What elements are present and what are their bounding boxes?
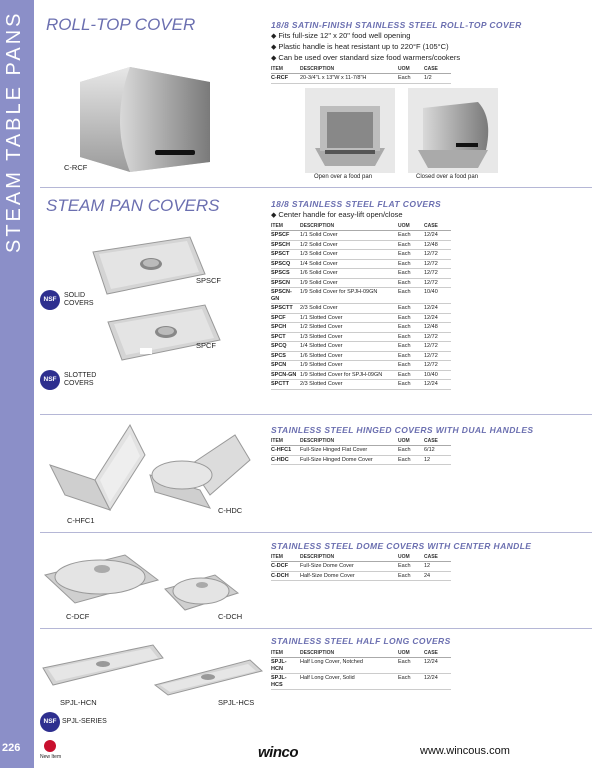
- cell-uom: Each: [398, 455, 424, 465]
- cell-case: 10/40: [424, 288, 451, 304]
- cell-case: 12/48: [424, 240, 451, 250]
- cell-item: SPSCF: [271, 231, 300, 241]
- slotted-cover-label: SPCF: [196, 341, 217, 350]
- table-header-row: [271, 650, 451, 658]
- table-header-row: [271, 223, 451, 231]
- winco-logo: winco: [258, 744, 299, 761]
- cell-desc: 1/6 Slotted Cover: [300, 351, 398, 361]
- cell-item: SPCQ: [271, 342, 300, 352]
- dome-rows: [271, 562, 451, 581]
- table-row: [271, 240, 451, 250]
- cell-item: SPCH: [271, 323, 300, 333]
- hinged-subtitle: STAINLESS STEEL HINGED COVERS WITH DUAL HANDLES: [271, 425, 534, 435]
- cell-uom: Each: [398, 313, 424, 323]
- cell-uom: Each: [398, 269, 424, 279]
- cell-case: 1/2: [424, 74, 451, 84]
- col-item: ITEM: [271, 223, 300, 231]
- table-row: [271, 562, 451, 572]
- cell-desc: 1/9 Slotted Cover: [300, 361, 398, 371]
- cell-item: C-DCF: [271, 562, 300, 572]
- cell-uom: Each: [398, 562, 424, 572]
- cell-item: C-RCF: [271, 74, 300, 84]
- cell-uom: Each: [398, 288, 424, 304]
- slotted-label-line: COVERS: [64, 380, 94, 387]
- bullet: ◆ Can be used over standard size food warmers/cookers: [271, 53, 460, 64]
- half-long-solid-label: SPJL-HCS: [218, 698, 255, 707]
- table-row: [271, 231, 451, 241]
- col-desc: DESCRIPTION: [300, 223, 398, 231]
- cell-uom: Each: [398, 231, 424, 241]
- cell-item: SPSCN: [271, 278, 300, 288]
- cell-desc: Half Long Cover, Solid: [300, 674, 398, 690]
- cell-case: 12/72: [424, 351, 451, 361]
- bullet: ◆ Plastic handle is heat resistant up to 220°F (105°C): [271, 42, 460, 53]
- col-desc: DESCRIPTION: [300, 438, 398, 446]
- table-row: [271, 446, 451, 456]
- table-row: [271, 259, 451, 269]
- slotted-covers-label: [64, 372, 96, 388]
- cell-desc: Full-Size Hinged Flat Cover: [300, 446, 398, 456]
- half-long-subtitle: STAINLESS STEEL HALF LONG COVERS: [271, 636, 451, 646]
- table-row: [271, 571, 451, 581]
- cell-desc: 2/3 Slotted Cover: [300, 380, 398, 390]
- hinged-rows: [271, 446, 451, 465]
- nsf-badge: NSF: [40, 370, 60, 390]
- col-case: CASE: [424, 650, 451, 658]
- half-long-table: [271, 650, 451, 690]
- solid-label-line: COVERS: [64, 300, 94, 307]
- hinged-dome-cover-image: [140, 430, 255, 510]
- col-desc: DESCRIPTION: [300, 650, 398, 658]
- col-desc: DESCRIPTION: [300, 554, 398, 562]
- col-case: CASE: [424, 438, 451, 446]
- cell-item: SPSCTT: [271, 304, 300, 314]
- cell-desc: 1/1 Solid Cover: [300, 231, 398, 241]
- table-row: [271, 361, 451, 371]
- cell-desc: Half Long Cover, Notched: [300, 658, 398, 674]
- cell-case: 6/12: [424, 446, 451, 456]
- cell-uom: Each: [398, 674, 424, 690]
- cell-case: 12/72: [424, 361, 451, 371]
- cell-desc: 1/9 Slotted Cover for SPJH-09GN: [300, 370, 398, 380]
- table-row: [271, 304, 451, 314]
- table-row: [271, 342, 451, 352]
- cell-item: SPCN: [271, 361, 300, 371]
- cell-uom: Each: [398, 250, 424, 260]
- cell-case: 12/72: [424, 332, 451, 342]
- roll-top-table: [271, 66, 451, 84]
- cell-case: 12/72: [424, 278, 451, 288]
- cell-item: SPJL-HCN: [271, 658, 300, 674]
- col-uom: UOM: [398, 223, 424, 231]
- cell-item: C-DCH: [271, 571, 300, 581]
- cell-uom: Each: [398, 304, 424, 314]
- section-divider: [40, 187, 592, 188]
- table-row: [271, 288, 451, 304]
- cell-item: C-HDC: [271, 455, 300, 465]
- table-row: [271, 278, 451, 288]
- cell-uom: Each: [398, 351, 424, 361]
- cell-item: SPSCQ: [271, 259, 300, 269]
- cell-uom: Each: [398, 658, 424, 674]
- table-row: [271, 455, 451, 465]
- bullet: ◆ Fits full-size 12" x 20" food well opening: [271, 31, 460, 42]
- cell-case: 12/72: [424, 250, 451, 260]
- half-long-solid-image: [150, 655, 265, 700]
- cell-uom: Each: [398, 342, 424, 352]
- roll-top-closed-caption: Closed over a food pan: [416, 174, 479, 180]
- cell-desc: 1/3 Slotted Cover: [300, 332, 398, 342]
- cell-desc: Full-Size Hinged Dome Cover: [300, 455, 398, 465]
- table-row: [271, 74, 451, 84]
- table-row: [271, 250, 451, 260]
- roll-top-open-image: [305, 88, 395, 173]
- cell-case: 12/72: [424, 269, 451, 279]
- section-divider: [40, 532, 592, 533]
- cell-desc: 2/3 Solid Cover: [300, 304, 398, 314]
- roll-top-cover-image: [70, 62, 220, 172]
- flat-covers-rows: [271, 231, 451, 390]
- cell-uom: Each: [398, 74, 424, 84]
- half-long-notched-image: [38, 640, 168, 695]
- table-header-row: [271, 66, 451, 74]
- cell-item: SPCN-GN: [271, 370, 300, 380]
- flat-covers-bullets: [271, 210, 403, 221]
- dome-table: [271, 554, 451, 581]
- hinged-flat-cover-image: [40, 420, 150, 515]
- cell-desc: 1/9 Solid Cover: [300, 278, 398, 288]
- cell-desc: 1/1 Slotted Cover: [300, 313, 398, 323]
- cell-uom: Each: [398, 259, 424, 269]
- col-uom: UOM: [398, 650, 424, 658]
- cell-desc: 1/2 Slotted Cover: [300, 323, 398, 333]
- table-row: [271, 370, 451, 380]
- half-long-rows: [271, 658, 451, 690]
- col-case: CASE: [424, 223, 451, 231]
- cell-uom: Each: [398, 323, 424, 333]
- cell-uom: Each: [398, 370, 424, 380]
- table-row: [271, 658, 451, 674]
- cell-item: SPCF: [271, 313, 300, 323]
- table-row: [271, 332, 451, 342]
- table-row: [271, 313, 451, 323]
- col-uom: UOM: [398, 66, 424, 74]
- table-row: [271, 674, 451, 690]
- cell-item: C-HFC1: [271, 446, 300, 456]
- cell-case: 12: [424, 562, 451, 572]
- roll-top-title: ROLL-TOP COVER: [46, 15, 196, 34]
- col-case: CASE: [424, 66, 451, 74]
- table-header-row: [271, 438, 451, 446]
- dome-half-label: C-DCH: [218, 612, 243, 621]
- roll-top-bullets: [271, 31, 460, 64]
- new-item-dot-icon: [44, 740, 56, 752]
- section-divider: [40, 628, 592, 629]
- table-row: [271, 380, 451, 390]
- solid-label-line: SOLID: [64, 292, 86, 299]
- slotted-cover-image: [100, 300, 225, 370]
- cell-case: 12/24: [424, 380, 451, 390]
- cell-desc: Full-Size Dome Cover: [300, 562, 398, 572]
- cell-case: 12/24: [424, 231, 451, 241]
- cell-desc: 1/4 Slotted Cover: [300, 342, 398, 352]
- cell-desc: 1/9 Solid Cover for SPJH-09GN: [300, 288, 398, 304]
- cell-desc: Half-Size Dome Cover: [300, 571, 398, 581]
- col-desc: DESCRIPTION: [300, 66, 398, 74]
- footer-url[interactable]: www.wincous.com: [420, 745, 510, 757]
- cell-uom: Each: [398, 571, 424, 581]
- roll-top-subtitle: 18/8 SATIN-FINISH STAINLESS STEEL ROLL-TOP COVER: [271, 20, 522, 30]
- cell-case: 12/72: [424, 342, 451, 352]
- cell-case: 12/72: [424, 259, 451, 269]
- cell-uom: Each: [398, 380, 424, 390]
- hinged-dome-label: C-HDC: [218, 506, 243, 515]
- nsf-badge: NSF: [40, 290, 60, 310]
- section-divider: [40, 414, 592, 415]
- col-case: CASE: [424, 554, 451, 562]
- table-row: [271, 323, 451, 333]
- cell-case: 12/48: [424, 323, 451, 333]
- solid-covers-label: [64, 292, 94, 308]
- slotted-label-line: SLOTTED: [64, 372, 97, 379]
- cell-case: 12/24: [424, 313, 451, 323]
- cell-case: 24: [424, 571, 451, 581]
- steam-pan-covers-title: STEAM PAN COVERS: [46, 196, 220, 215]
- cell-item: SPCT: [271, 332, 300, 342]
- cell-item: SPSCH: [271, 240, 300, 250]
- col-item: ITEM: [271, 438, 300, 446]
- new-item-label: New Item: [40, 754, 62, 760]
- table-header-row: [271, 554, 451, 562]
- cell-desc: 1/2 Solid Cover: [300, 240, 398, 250]
- flat-covers-table: [271, 223, 451, 390]
- dome-subtitle: STAINLESS STEEL DOME COVERS WITH CENTER HANDLE: [271, 541, 532, 551]
- table-row: [271, 269, 451, 279]
- cell-case: 12/24: [424, 674, 451, 690]
- col-item: ITEM: [271, 554, 300, 562]
- col-item: ITEM: [271, 650, 300, 658]
- cell-uom: Each: [398, 278, 424, 288]
- cell-desc: 1/6 Solid Cover: [300, 269, 398, 279]
- hinged-table: [271, 438, 451, 465]
- cell-uom: Each: [398, 361, 424, 371]
- cell-uom: Each: [398, 240, 424, 250]
- dome-full-label: C-DCF: [66, 612, 90, 621]
- cell-case: 10/40: [424, 370, 451, 380]
- cell-item: SPCTT: [271, 380, 300, 390]
- table-row: [271, 351, 451, 361]
- col-item: ITEM: [271, 66, 300, 74]
- cell-item: SPSCN-GN: [271, 288, 300, 304]
- cell-uom: Each: [398, 332, 424, 342]
- cell-item: SPJL-HCS: [271, 674, 300, 690]
- hinged-flat-label: C-HFC1: [67, 516, 95, 525]
- roll-top-closed-image: [408, 88, 498, 173]
- nsf-badge: NSF: [40, 712, 60, 732]
- solid-cover-label: SPSCF: [196, 276, 222, 285]
- cell-item: SPCS: [271, 351, 300, 361]
- cell-desc: 20-3/4"L x 13"W x 11-7/8"H: [300, 74, 398, 84]
- col-uom: UOM: [398, 554, 424, 562]
- roll-top-label: C-RCF: [64, 163, 88, 172]
- cell-case: 12/24: [424, 304, 451, 314]
- roll-top-open-caption: Open over a food pan: [314, 174, 373, 180]
- cell-desc: 1/4 Solid Cover: [300, 259, 398, 269]
- side-title: STEAM TABLE PANS: [3, 10, 25, 253]
- col-uom: UOM: [398, 438, 424, 446]
- cell-uom: Each: [398, 446, 424, 456]
- dome-half-cover-image: [160, 565, 240, 615]
- bullet: ◆ Center handle for easy-lift open/close: [271, 210, 403, 221]
- cell-item: SPSCT: [271, 250, 300, 260]
- dome-full-cover-image: [40, 545, 160, 610]
- page-number: 226: [2, 742, 21, 754]
- solid-cover-image: [85, 232, 210, 302]
- cell-case: 12: [424, 455, 451, 465]
- spjl-series-label: SPJL-SERIES: [62, 718, 107, 725]
- cell-item: SPSCS: [271, 269, 300, 279]
- flat-covers-subtitle: 18/8 STAINLESS STEEL FLAT COVERS: [271, 199, 442, 209]
- cell-case: 12/24: [424, 658, 451, 674]
- half-long-notched-label: SPJL-HCN: [60, 698, 97, 707]
- cell-desc: 1/3 Solid Cover: [300, 250, 398, 260]
